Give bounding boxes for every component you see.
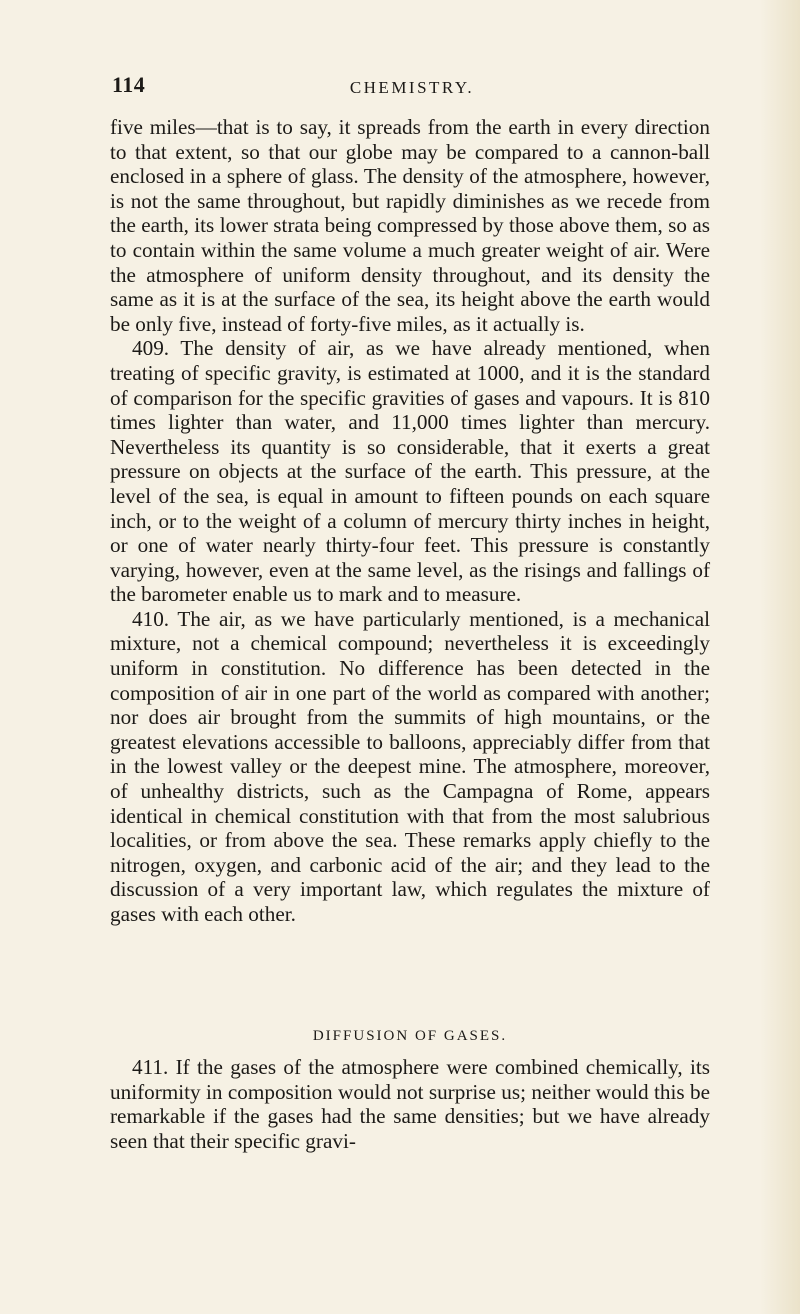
main-text: [110, 115, 710, 927]
paragraph-continuation: five miles—that is to say, it spreads from the earth in every direction to that extent, so that our globe may be compared to a cannon-ball enclosed in a sphere of glass. The density of the atmosphere, however, is not the same throughout, but rapidly diminishes as we recede from the earth, its lower strata being compressed by those above them, so as to contain within the same volume a much greater weight of air. Were the atmosphere of uniform density throughout, and its density the same as it is at the surface of the sea, its height above the earth would be only five, instead of forty-five miles, as it actually is.: [110, 115, 710, 336]
paragraph-411: 411. If the gases of the atmosphere were combined chemically, its uniformity in composition would not surprise us; neither would this be remarkable if the gases had the same densities; but we have already seen that their specific gravi-: [110, 1055, 710, 1153]
running-head: CHEMISTRY.: [349, 78, 475, 97]
paragraph-409: 409. The density of air, as we have already mentioned, when treating of specific gravity, is estimated at 1000, and it is the standard of comparison for the specific gravities of gases and vapours. It is 810 times lighter than water, and 11,000 times lighter than mercury. Nevertheless its quantity is so considerable, that it exerts a great pressure on objects at the surface of the earth. This pressure, at the level of the sea, is equal in amount to fifteen pounds on each square inch, or to the weight of a column of mercury thirty inches in height, or one of water nearly thirty-four feet. This pressure is constantly varying, however, even at the same level, as the risings and fallings of the barometer enable us to mark and to measure.: [110, 336, 710, 607]
section-text: [110, 1055, 710, 1153]
section-heading: DIFFUSION OF GASES.: [312, 1028, 508, 1044]
page-number: 114: [112, 72, 146, 97]
page-edge-shading: [760, 0, 800, 1314]
page-header: [112, 72, 712, 102]
paragraph-410: 410. The air, as we have particularly mentioned, is a mechanical mixture, not a chemical compound; nevertheless it is exceedingly uniform in constitution. No difference has been detected in the composition of air in one part of the world as compared with another; nor does air brought from the summits of high mountains, or the greatest elevations accessible to balloons, appreciably differ from that in the lowest valley or the deepest mine. The atmosphere, moreover, of unhealthy districts, such as the Campagna of Rome, appears identical in chemical constitution with that from the most salubrious localities, or from above the sea. These remarks apply chiefly to the nitrogen, oxygen, and carbonic acid of the air; and they lead to the discussion of a very important law, which regulates the mixture of gases with each other.: [110, 606, 710, 926]
